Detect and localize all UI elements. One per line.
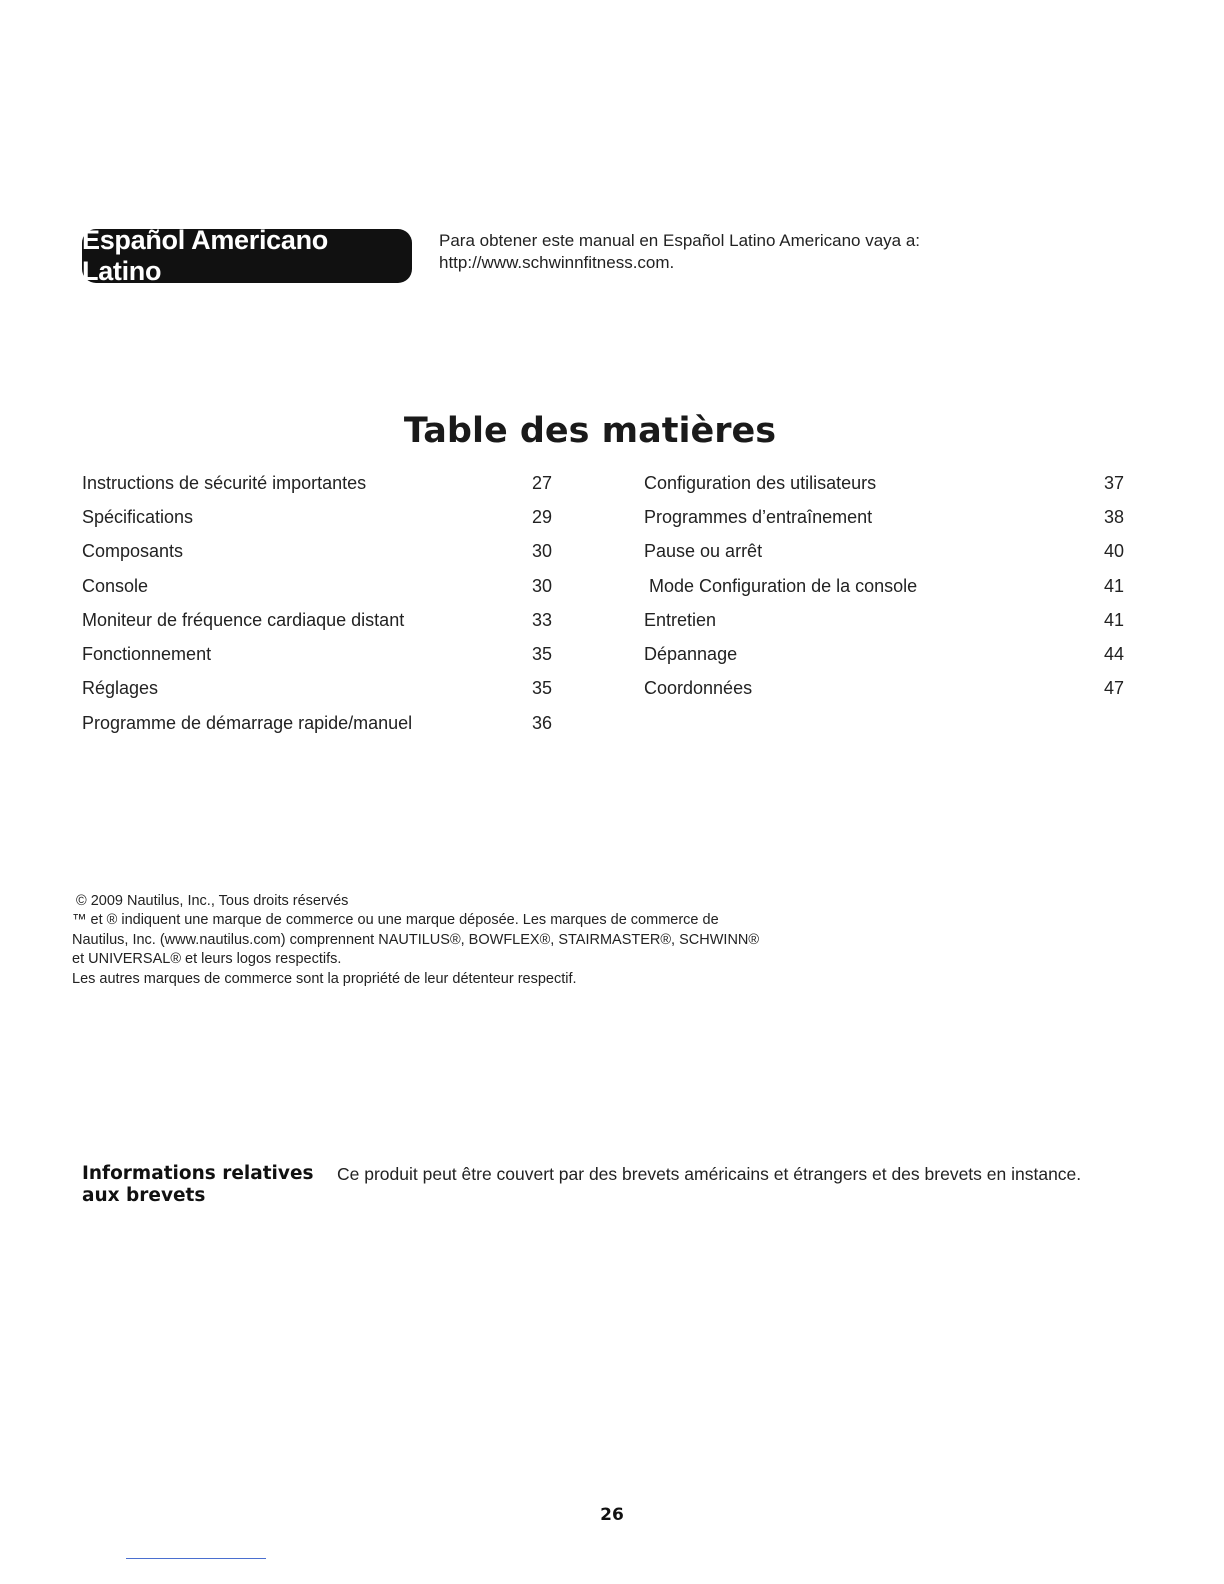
toc-entry bbox=[644, 500, 1124, 534]
toc-entry bbox=[644, 637, 1124, 671]
toc-entry bbox=[644, 603, 1124, 637]
toc-entry-page: 33 bbox=[531, 609, 552, 630]
patent-text: Ce produit peut être couvert par des brevets américains et étrangers et des brevets en instance. bbox=[337, 1164, 1082, 1184]
toc-entry-page: 29 bbox=[531, 506, 552, 527]
toc-entry-label: Programmes d’entraînement bbox=[644, 506, 873, 527]
toc-entry bbox=[644, 569, 1124, 603]
toc-entry-label: Coordonnées bbox=[644, 678, 753, 699]
toc-entry-page: 37 bbox=[1103, 472, 1124, 493]
page-number: 26 bbox=[600, 1505, 624, 1525]
copyright-line: Nautilus, Inc. (www.nautilus.com) comprennent NAUTILUS®, BOWFLEX®, STAIRMASTER®, SCHWINN® bbox=[72, 931, 760, 948]
toc-entry-page: 35 bbox=[531, 644, 552, 665]
toc-title: Table des matières bbox=[403, 411, 777, 452]
copyright-line: Les autres marques de commerce sont la propriété de leur détenteur respectif. bbox=[72, 970, 577, 987]
toc-entry-label: Entretien bbox=[644, 609, 717, 630]
toc-entry-label: Programme de démarrage rapide/manuel bbox=[82, 712, 413, 733]
toc-entry-label: Console bbox=[82, 575, 149, 596]
toc-entry-page: 47 bbox=[1103, 678, 1124, 699]
toc-entry bbox=[82, 535, 552, 569]
toc-entry-page: 27 bbox=[531, 472, 552, 493]
toc-entry bbox=[644, 466, 1124, 500]
toc-entry-label: Spécifications bbox=[82, 506, 194, 527]
toc-left-column bbox=[82, 466, 552, 740]
toc-entry bbox=[82, 466, 552, 500]
toc-entry bbox=[82, 603, 552, 637]
toc-entry-label: Composants bbox=[82, 541, 184, 562]
toc-entry-page: 41 bbox=[1103, 575, 1124, 596]
toc-entry bbox=[644, 672, 1124, 706]
toc-entry-page: 40 bbox=[1103, 541, 1124, 562]
language-badge: Español Americano Latino bbox=[82, 229, 412, 283]
copyright-line: ™ et ® indiquent une marque de commerce ou une marque déposée. Les marques de commerce de bbox=[72, 912, 719, 929]
toc-entry bbox=[82, 500, 552, 534]
copyright-line: © 2009 Nautilus, Inc., Tous droits réservés bbox=[72, 893, 349, 909]
toc-entry-label: Fonctionnement bbox=[82, 644, 212, 665]
toc-entry-page: 35 bbox=[531, 678, 552, 699]
toc-entry bbox=[82, 569, 552, 603]
toc-entry bbox=[82, 672, 552, 706]
toc-entry-page: 38 bbox=[1103, 506, 1124, 527]
toc-entry-label: Configuration des utilisateurs bbox=[644, 472, 877, 493]
toc-entry-page: 44 bbox=[1103, 644, 1124, 665]
patent-heading bbox=[82, 1163, 322, 1207]
toc-entry-label: Pause ou arrêt bbox=[644, 541, 763, 562]
copyright-line: et UNIVERSAL® et leurs logos respectifs. bbox=[72, 951, 342, 968]
patent-heading-line: aux brevets bbox=[82, 1185, 206, 1206]
footer-divider bbox=[126, 1558, 266, 1559]
toc-entry-page: 36 bbox=[531, 712, 552, 733]
toc-entry-page: 41 bbox=[1103, 609, 1124, 630]
toc-entry bbox=[644, 535, 1124, 569]
patent-heading-line: Informations relatives bbox=[82, 1163, 314, 1184]
language-note-url: http://www.schwinnfitness.com. bbox=[439, 253, 675, 272]
toc-entry-label: Moniteur de fréquence cardiaque distant bbox=[82, 609, 405, 630]
language-note bbox=[439, 230, 920, 274]
toc-entry-label: Instructions de sécurité importantes bbox=[82, 472, 367, 493]
toc-entry-label: Mode Configuration de la console bbox=[644, 575, 918, 596]
toc-entry-label: Dépannage bbox=[644, 644, 738, 665]
toc-entry-page: 30 bbox=[531, 575, 552, 596]
toc-entry-label: Réglages bbox=[82, 678, 159, 699]
toc-entry bbox=[82, 706, 552, 740]
language-note-line: Para obtener este manual en Español Latino Americano vaya a: bbox=[439, 231, 921, 250]
toc-entry bbox=[82, 637, 552, 671]
toc-right-column bbox=[644, 466, 1124, 706]
copyright-notice bbox=[72, 892, 759, 989]
toc-entry-page: 30 bbox=[531, 541, 552, 562]
